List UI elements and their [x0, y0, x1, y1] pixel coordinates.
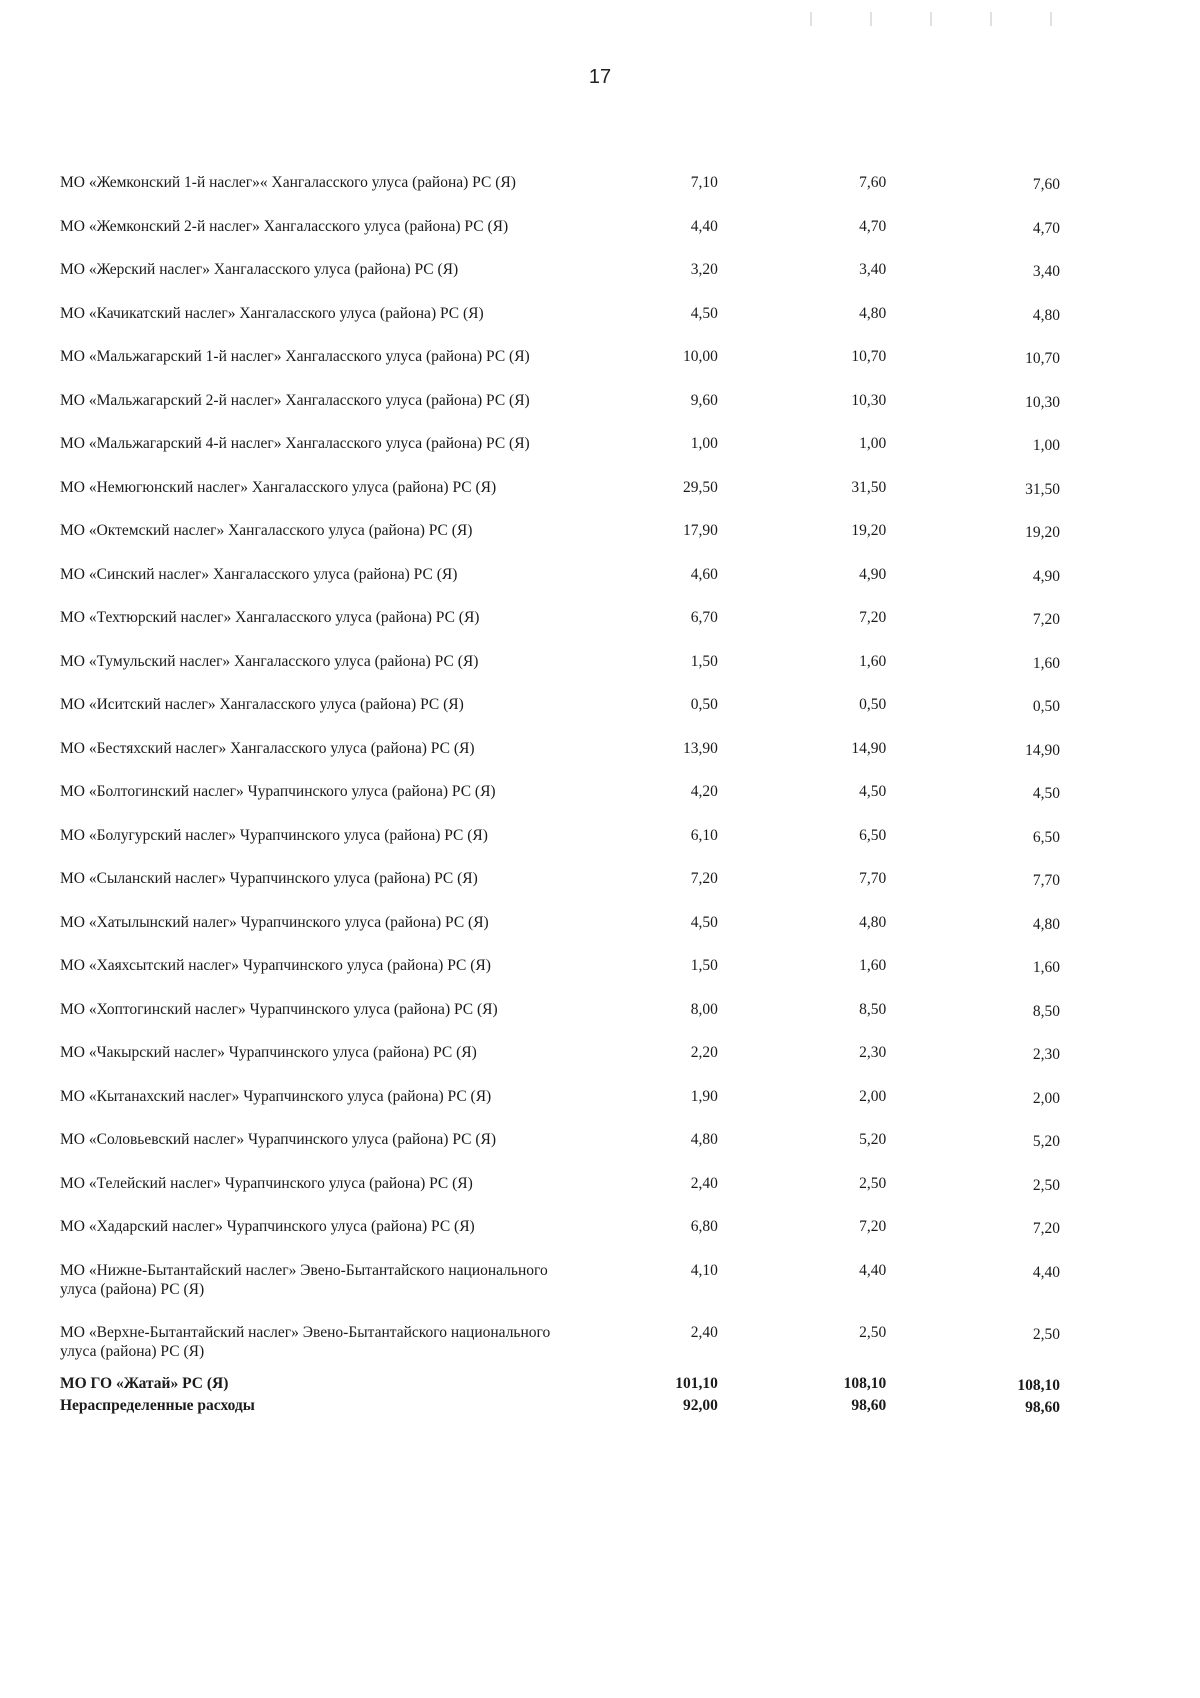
value-col-1: 101,10 [675, 1375, 718, 1392]
municipality-name: МО «Хадарский наслег» Чурапчинского улуса (района) РС (Я) [60, 1218, 475, 1235]
value-col-1: 4,40 [690, 217, 718, 235]
value-col-3: 108,10 [1017, 1377, 1060, 1394]
value-col-1: 4,10 [690, 1261, 718, 1279]
table-row [60, 869, 1060, 913]
table-row [60, 782, 1060, 826]
value-col-1: 7,10 [690, 174, 718, 191]
value-col-3: 6,50 [1032, 828, 1060, 846]
value-col-3: 1,60 [1032, 959, 1060, 976]
value-col-3: 3,40 [1032, 263, 1060, 280]
value-col-2: 2,30 [859, 1044, 887, 1061]
value-col-2: 7,20 [859, 1218, 887, 1235]
value-col-1: 9,60 [690, 391, 718, 409]
table-row [60, 521, 1060, 565]
table-row [60, 1217, 1060, 1261]
municipality-name: МО «Нижне-Бытантайский наслег» Эвено-Бытантайского национального улуса (района) РС (Я) [60, 1261, 548, 1298]
municipality-name: МО «Болтогинский наслег» Чурапчинского улуса (района) РС (Я) [60, 783, 496, 800]
value-col-2: 6,50 [859, 826, 887, 844]
value-col-2: 10,30 [851, 391, 887, 409]
table-row [60, 434, 1060, 478]
value-col-2: 7,20 [859, 609, 887, 626]
value-col-3: 10,70 [1025, 350, 1060, 367]
table-row [60, 739, 1060, 783]
value-col-2: 14,90 [851, 739, 887, 757]
value-col-1: 4,50 [690, 913, 718, 931]
value-col-3: 1,00 [1032, 437, 1060, 454]
value-col-1: 1,90 [690, 1087, 718, 1105]
value-col-1: 4,50 [690, 304, 718, 322]
value-col-3: 8,50 [1032, 1002, 1060, 1020]
municipality-name: МО «Тумульский наслег» Хангаласского улуса (района) РС (Я) [60, 652, 479, 670]
value-col-2: 5,20 [859, 1131, 887, 1148]
scan-artifact-marks [770, 12, 1060, 26]
value-col-3: 19,20 [1025, 524, 1060, 541]
table-row [60, 695, 1060, 739]
table-row [60, 826, 1060, 870]
value-col-2: 7,70 [859, 870, 887, 887]
value-col-1: 6,70 [690, 609, 718, 626]
value-col-2: 0,50 [859, 696, 887, 713]
table-row [60, 304, 1060, 348]
municipality-name: МО «Верхне-Бытантайский наслег» Эвено-Бытантайского национального улуса (района) РС (Я) [60, 1323, 551, 1360]
value-col-1: 4,80 [690, 1131, 718, 1148]
municipality-name: МО «Мальжагарский 4-й наслег» Хангаласского улуса (района) РС (Я) [60, 435, 530, 452]
table-row [60, 478, 1060, 522]
value-col-1: 8,00 [690, 1000, 718, 1018]
table-row [60, 217, 1060, 261]
table-row [60, 1323, 1060, 1367]
municipality-name: МО «Кытанахский наслег» Чурапчинского улуса (района) РС (Я) [60, 1087, 492, 1105]
municipality-name: МО «Соловьевский наслег» Чурапчинского улуса (района) РС (Я) [60, 1131, 496, 1148]
value-col-1: 92,00 [683, 1397, 718, 1414]
value-col-2: 4,40 [859, 1261, 887, 1279]
value-col-2: 4,90 [859, 565, 887, 583]
value-col-3: 4,50 [1032, 785, 1060, 802]
value-col-3: 2,00 [1032, 1089, 1060, 1107]
municipality-name: МО «Жемконский 2-й наслег» Хангаласского улуса (района) РС (Я) [60, 217, 509, 235]
value-col-2: 2,50 [859, 1174, 887, 1192]
value-col-2: 1,00 [859, 435, 887, 452]
value-col-3: 7,60 [1032, 176, 1060, 193]
value-col-3: 98,60 [1025, 1399, 1060, 1416]
value-col-1: 6,10 [690, 826, 718, 844]
value-col-2: 2,50 [859, 1323, 887, 1341]
total-row-label: Нераспределенные расходы [60, 1397, 255, 1414]
value-col-1: 2,40 [690, 1323, 718, 1341]
table-row [60, 347, 1060, 391]
value-col-1: 2,40 [690, 1174, 718, 1192]
value-col-3: 2,50 [1032, 1325, 1060, 1343]
municipality-name: МО «Техтюрский наслег» Хангаласского улуса (района) РС (Я) [60, 609, 480, 626]
value-col-3: 7,70 [1032, 872, 1060, 889]
municipality-name: МО «Жерский наслег» Хангаласского улуса (района) РС (Я) [60, 261, 459, 278]
value-col-1: 13,90 [683, 739, 718, 757]
value-col-2: 7,60 [859, 174, 887, 191]
value-col-2: 4,70 [859, 217, 887, 235]
table-row [60, 1130, 1060, 1174]
budget-table [60, 173, 1060, 1418]
value-col-1: 1,50 [690, 957, 718, 974]
value-col-2: 31,50 [851, 478, 887, 496]
municipality-name: МО «Октемский наслег» Хангаласского улуса (района) РС (Я) [60, 522, 473, 539]
value-col-3: 2,50 [1032, 1176, 1060, 1194]
value-col-3: 5,20 [1032, 1133, 1060, 1150]
value-col-1: 4,20 [690, 783, 718, 800]
table-row [60, 173, 1060, 217]
value-col-1: 7,20 [690, 870, 718, 887]
value-col-1: 10,00 [683, 348, 718, 365]
table-row [60, 391, 1060, 435]
table-row [60, 956, 1060, 1000]
value-col-3: 4,90 [1032, 567, 1060, 585]
value-col-1: 1,50 [690, 652, 718, 670]
total-row [60, 1374, 1060, 1396]
page-number: 17 [588, 66, 612, 88]
row-spacer [60, 1366, 1060, 1374]
value-col-3: 1,60 [1032, 654, 1060, 672]
table-row [60, 913, 1060, 957]
municipality-name: МО «Немюгюнский наслег» Хангаласского улуса (района) РС (Я) [60, 478, 497, 496]
value-col-3: 2,30 [1032, 1046, 1060, 1063]
table-row [60, 565, 1060, 609]
municipality-name: МО «Жемконский 1-й наслег»« Хангаласского улуса (района) РС (Я) [60, 174, 516, 191]
value-col-1: 17,90 [683, 522, 718, 539]
value-col-2: 4,80 [859, 913, 887, 931]
value-col-2: 19,20 [851, 522, 887, 539]
table-row [60, 1000, 1060, 1044]
value-col-2: 1,60 [859, 957, 887, 974]
value-col-3: 10,30 [1025, 393, 1060, 411]
value-col-3: 4,80 [1032, 306, 1060, 324]
municipality-name: МО «Иситский наслег» Хангаласского улуса (района) РС (Я) [60, 696, 464, 713]
value-col-2: 2,00 [859, 1087, 887, 1105]
municipality-name: МО «Синский наслег» Хангаласского улуса (района) РС (Я) [60, 565, 458, 583]
value-col-3: 14,90 [1025, 741, 1060, 759]
table-row [60, 652, 1060, 696]
value-col-2: 4,80 [859, 304, 887, 322]
value-col-3: 4,80 [1032, 915, 1060, 933]
value-col-3: 7,20 [1032, 611, 1060, 628]
value-col-3: 31,50 [1025, 480, 1060, 498]
table-row [60, 260, 1060, 304]
table-row [60, 1261, 1060, 1323]
value-col-2: 1,60 [859, 652, 887, 670]
value-col-1: 2,20 [690, 1044, 718, 1061]
value-col-2: 3,40 [859, 261, 887, 278]
table-row [60, 1174, 1060, 1218]
value-col-3: 4,70 [1032, 219, 1060, 237]
value-col-1: 4,60 [690, 565, 718, 583]
value-col-1: 29,50 [683, 478, 718, 496]
value-col-2: 108,10 [843, 1375, 887, 1392]
value-col-2: 10,70 [851, 348, 887, 365]
total-row [60, 1396, 1060, 1418]
value-col-1: 3,20 [690, 261, 718, 278]
value-col-2: 98,60 [851, 1397, 887, 1414]
value-col-3: 0,50 [1032, 698, 1060, 715]
value-col-1: 6,80 [690, 1218, 718, 1235]
value-col-3: 7,20 [1032, 1220, 1060, 1237]
municipality-name: МО «Хаяхсытский наслег» Чурапчинского улуса (района) РС (Я) [60, 957, 491, 974]
municipality-name: МО «Качикатский наслег» Хангаласского улуса (района) РС (Я) [60, 304, 484, 322]
value-col-2: 8,50 [859, 1000, 887, 1018]
municipality-name: МО «Хатылынский налег» Чурапчинского улуса (района) РС (Я) [60, 913, 489, 931]
table-row [60, 1043, 1060, 1087]
municipality-name: МО «Чакырский наслег» Чурапчинского улуса (района) РС (Я) [60, 1044, 477, 1061]
total-row-label: МО ГО «Жатай» РС (Я) [60, 1375, 229, 1392]
value-col-1: 0,50 [690, 696, 718, 713]
value-col-1: 1,00 [690, 435, 718, 452]
municipality-name: МО «Мальжагарский 2-й наслег» Хангаласского улуса (района) РС (Я) [60, 391, 530, 409]
municipality-name: МО «Хоптогинский наслег» Чурапчинского улуса (района) РС (Я) [60, 1000, 498, 1018]
value-col-3: 4,40 [1032, 1263, 1060, 1281]
table-row [60, 608, 1060, 652]
municipality-name: МО «Мальжагарский 1-й наслег» Хангаласского улуса (района) РС (Я) [60, 348, 530, 365]
value-col-2: 4,50 [859, 783, 887, 800]
municipality-name: МО «Бестяхский наслег» Хангаласского улуса (района) РС (Я) [60, 739, 475, 757]
municipality-name: МО «Телейский наслег» Чурапчинского улуса (района) РС (Я) [60, 1174, 473, 1192]
municipality-name: МО «Сыланский наслег» Чурапчинского улуса (района) РС (Я) [60, 870, 478, 887]
municipality-name: МО «Болугурский наслег» Чурапчинского улуса (района) РС (Я) [60, 826, 488, 844]
table-row [60, 1087, 1060, 1131]
